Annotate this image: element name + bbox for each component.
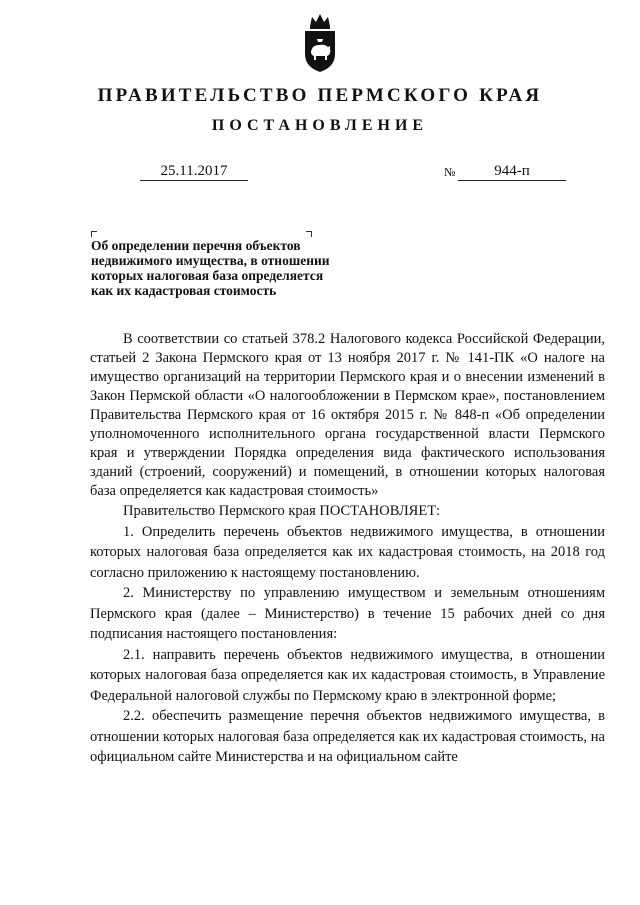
subject-line: как их кадастровая стоимость xyxy=(91,283,277,298)
subject-corner-left xyxy=(91,231,97,237)
subject-corner-right xyxy=(306,231,312,237)
preamble-paragraph: В соответствии со статьей 378.2 Налогового кодекса Российской Федерации, статьей 2 Закона Пермского края от 13 ноября 2017 г. № 141-ПК «О налоге на имущество организаций на территории Пермского края и о внесении изменений в Закон Пермской области «О налогообложении в Пермском крае», постановлением Правительства Пермского края от 16 октября 2015 г. № 848-п «Об определении уполномоченного исполнительного органа государственной власти Пермского края и утверждении Порядка определения вида фактического использования зданий (строений, сооружений) и помещений, в отношении которых налоговая база определяется как кадастровая стоимость» xyxy=(90,331,605,499)
number-label: № xyxy=(444,165,456,179)
subject-line: Об определении перечня объектов xyxy=(91,238,301,253)
document-date: 25.11.2017 xyxy=(140,162,248,181)
document-subject xyxy=(91,238,371,298)
item-1-paragraph: 1. Определить перечень объектов недвижимого имущества, в отношении которых налоговая база определяется как их кадастровая стоимость, на 2018 год согласно приложению к настоящему постановлению. xyxy=(90,523,605,581)
subject-line: недвижимого имущества, в отношении xyxy=(91,253,330,268)
coat-of-arms-icon xyxy=(300,12,340,74)
item-2-1-paragraph: 2.1. направить перечень объектов недвижимого имущества, в отношении которых налоговая база определяется как их кадастровая стоимость, в Управление Федеральной налоговой службы по Пермскому краю в электронной форме; xyxy=(90,646,605,704)
item-2-paragraph: 2. Министерству по управлению имуществом и земельным отношениям Пермского края (далее – Министерство) в течение 15 рабочих дней со дня подписания настоящего постановления: xyxy=(90,585,605,642)
government-title: ПРАВИТЕЛЬСТВО ПЕРМСКОГО КРАЯ xyxy=(97,85,543,106)
subject-line: которых налоговая база определяется xyxy=(91,268,324,283)
item-2-2-paragraph: 2.2. обеспечить размещение перечня объектов недвижимого имущества, в отношении которых налоговая база определяется как их кадастровая стоимость, на официальном сайте Министерства и на официальном сайте xyxy=(90,708,605,765)
document-type: ПОСТАНОВЛЕНИЕ xyxy=(211,117,429,134)
resolves-paragraph: Правительство Пермского края ПОСТАНОВЛЯЕТ: xyxy=(123,503,441,519)
document-number: 944-п xyxy=(458,162,566,181)
document-body xyxy=(90,330,605,768)
